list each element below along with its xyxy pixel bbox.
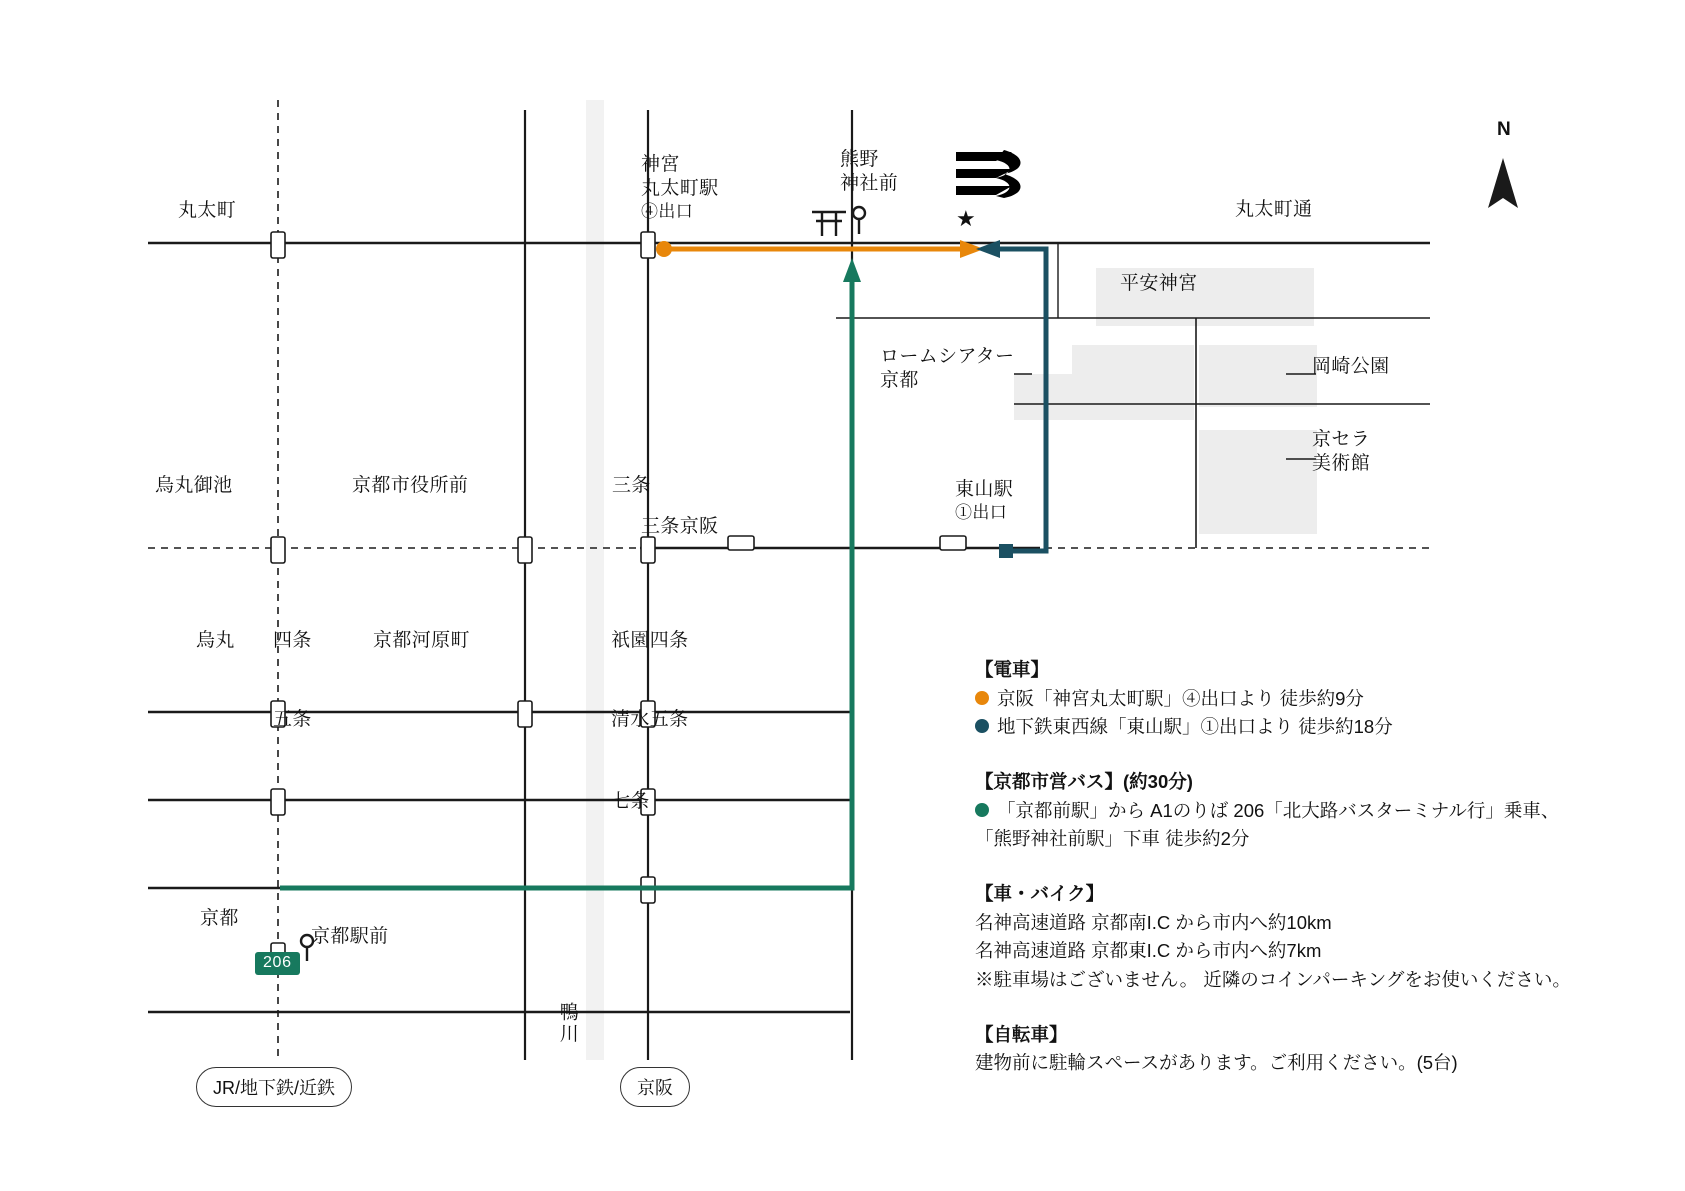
legend-block-bicycle bbox=[975, 1021, 1615, 1078]
legend-block-bus bbox=[975, 768, 1615, 854]
street-label-shichijo: 七条 bbox=[611, 791, 650, 812]
legend-head-bicycle: 【自転車】 bbox=[975, 1023, 1068, 1045]
legend-panel bbox=[975, 650, 1615, 1104]
legend-text-car-3: ※駐車場はございません。 近隣のコインパーキングをお使いください。 bbox=[975, 969, 1571, 991]
legend-block-car bbox=[975, 880, 1615, 995]
station-label-higashiyama: 東山駅 ①出口 bbox=[955, 479, 1014, 522]
legend-text-keihan: 京阪「神宮丸太町駅」④出口より 徒歩約9分 bbox=[997, 687, 1364, 709]
landmark-kyocera-museum: 京セラ 美術館 bbox=[1312, 429, 1371, 474]
bus-route-badge-206: 206 bbox=[255, 952, 300, 975]
street-label-karasuma-oike: 烏丸御池 bbox=[155, 475, 233, 496]
compass-north-label: N bbox=[1497, 119, 1512, 140]
street-label-kiyomizu-gojo: 清水五条 bbox=[611, 709, 689, 730]
street-label-marutamachi: 丸太町 bbox=[178, 200, 237, 221]
station-ticks bbox=[271, 232, 966, 969]
street-label-shijo: 四条 bbox=[273, 630, 312, 651]
bus-stop-pin-kumano bbox=[853, 207, 865, 234]
compass-rose bbox=[1488, 158, 1518, 208]
station-label-kyoto-ekimae: 京都駅前 bbox=[311, 926, 389, 947]
legend-dot-subway bbox=[975, 719, 989, 733]
terminal-pill-jr: JR/地下鉄/近鉄 bbox=[196, 1067, 352, 1107]
legend-item-keihan bbox=[975, 685, 1615, 714]
legend-text-subway: 地下鉄東西線「東山駅」①出口より 徒歩約18分 bbox=[997, 716, 1393, 738]
legend-item-bus bbox=[975, 797, 1615, 826]
landmark-rohm-theatre: ロームシアター 京都 bbox=[880, 346, 1015, 391]
legend-text-bus: 「京都前駅」から A1のりば 206「北大路バスターミナル行」乗車、 bbox=[997, 799, 1560, 821]
legend-dot-keihan bbox=[975, 691, 989, 705]
legend-block-train bbox=[975, 656, 1615, 742]
okazaki-block-b bbox=[1014, 374, 1110, 420]
street-label-shiyakushomae: 京都市役所前 bbox=[352, 475, 469, 496]
route-bus-green bbox=[280, 258, 861, 888]
street-label-kyoto: 京都 bbox=[200, 908, 239, 929]
kyocera-museum-block bbox=[1199, 430, 1317, 534]
legend-text-bus-cont: 「熊野神社前駅」下車 徒歩約2分 bbox=[975, 828, 1250, 850]
street-label-gojo: 五条 bbox=[273, 709, 312, 730]
legend-head-train: 【電車】 bbox=[975, 659, 1050, 680]
venue-logo bbox=[956, 150, 1021, 198]
landmark-heian-jingu: 平安神宮 bbox=[1120, 273, 1198, 294]
legend-dot-bus bbox=[975, 803, 989, 817]
venue-star-marker: ★ bbox=[956, 206, 977, 231]
street-label-karasuma: 烏丸 bbox=[196, 630, 235, 651]
street-label-kyoto-kawaramachi: 京都河原町 bbox=[373, 630, 470, 651]
street-label-gion-shijo: 祇園四条 bbox=[611, 630, 689, 651]
street-label-sanjo: 三条 bbox=[612, 475, 651, 496]
street-label-marutamachi-dori: 丸太町通 bbox=[1235, 199, 1313, 220]
legend-head-bus: 【京都市営バス】(約30分) bbox=[975, 771, 1193, 793]
station-label-kumano-jinjamae: 熊野 神社前 bbox=[840, 149, 899, 194]
torii-icon bbox=[812, 212, 846, 236]
street-label-sanjo-keihan: 三条京阪 bbox=[641, 516, 719, 537]
river-label-kamogawa: 鴨川 bbox=[556, 1002, 578, 1045]
legend-text-car-1: 名神高速道路 京都南I.C から市内へ約10km bbox=[975, 911, 1332, 933]
station-label-jingu-marutamachi: 神宮 丸太町駅 ④出口 bbox=[641, 154, 719, 221]
legend-text-car-2: 名神高速道路 京都東I.C から市内へ約7km bbox=[975, 940, 1322, 962]
legend-item-subway bbox=[975, 713, 1615, 742]
legend-text-bicycle-1: 建物前に駐輪スペースがあります。ご利用ください。(5台) bbox=[975, 1052, 1458, 1074]
terminal-pill-keihan: 京阪 bbox=[620, 1067, 690, 1107]
legend-head-car: 【車・バイク】 bbox=[975, 883, 1105, 905]
landmark-okazaki-park: 岡崎公園 bbox=[1312, 356, 1390, 377]
okazaki-park-block bbox=[1199, 345, 1317, 407]
